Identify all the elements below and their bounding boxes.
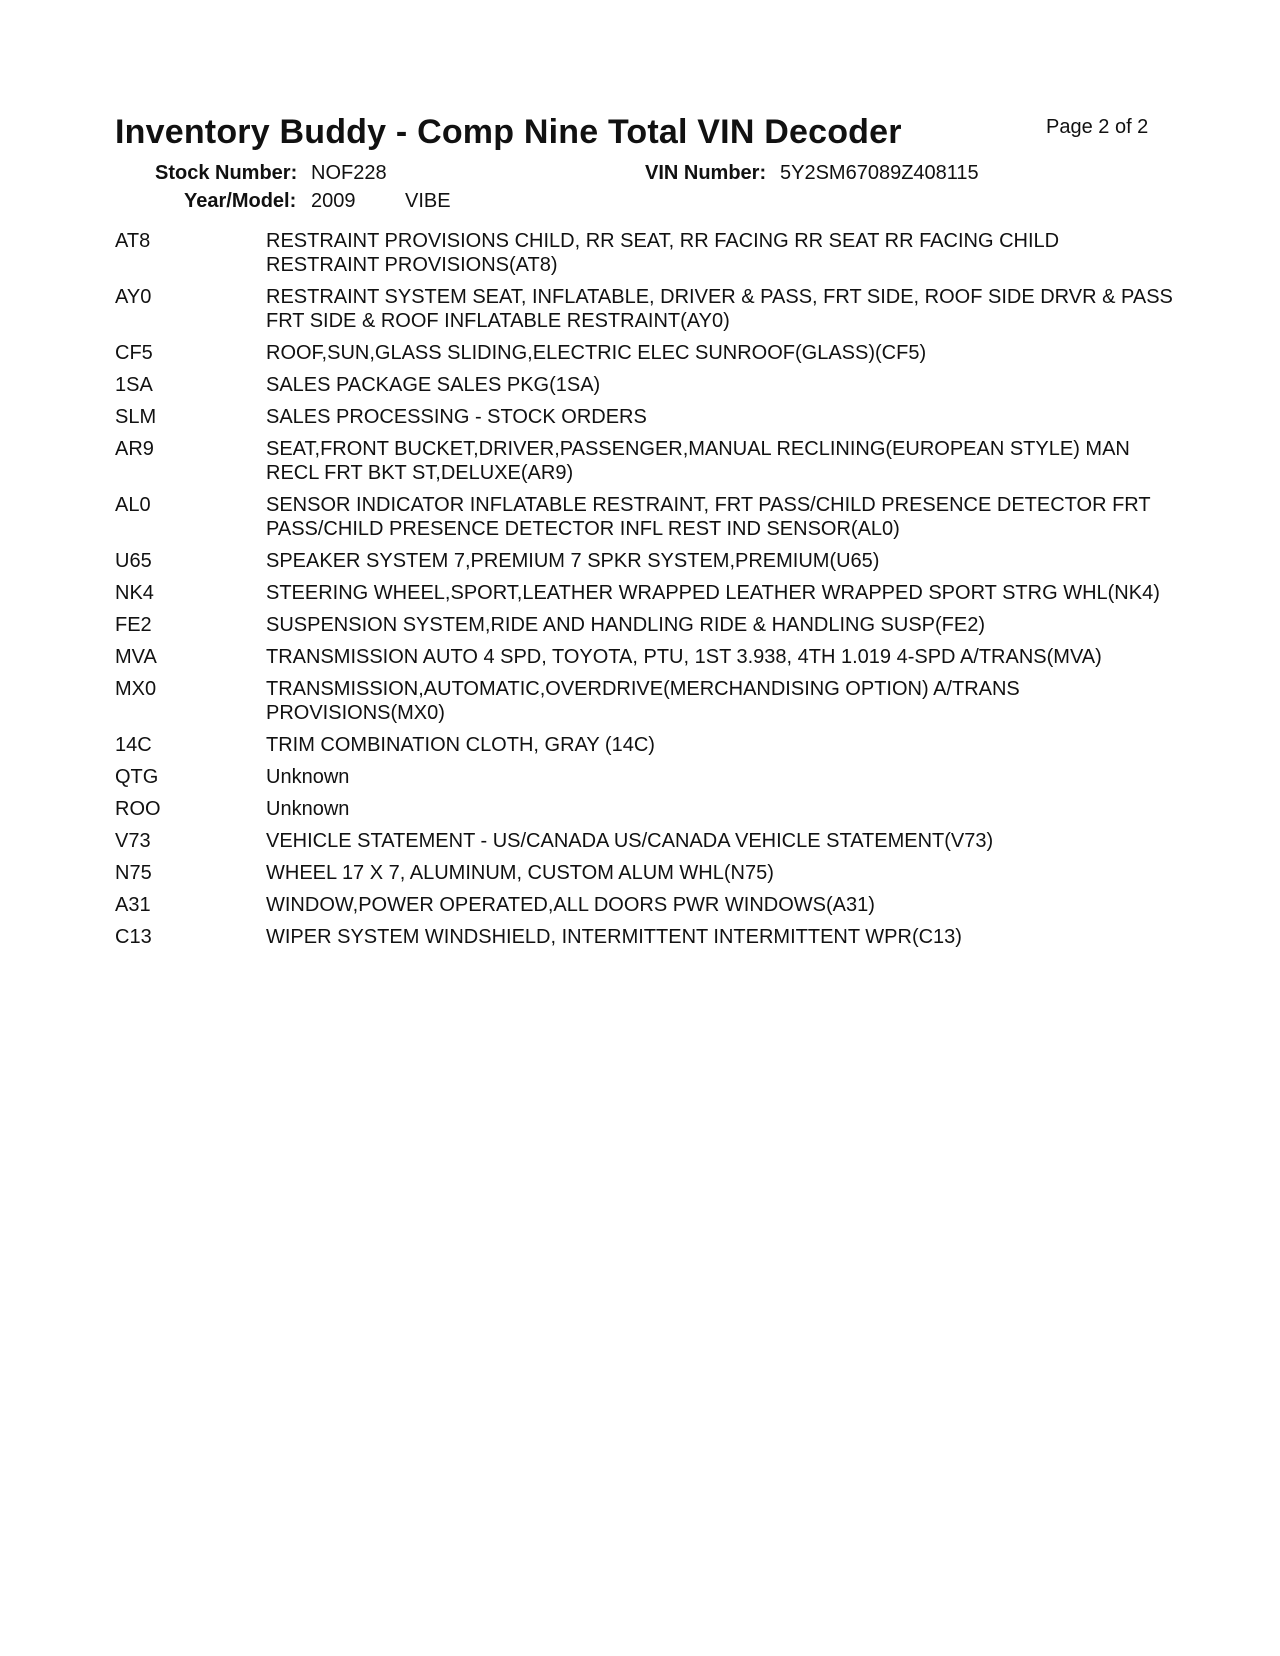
option-row	[115, 549, 1175, 573]
option-row	[115, 493, 1175, 541]
option-code: N75	[115, 862, 152, 884]
option-code: NK4	[115, 582, 154, 604]
option-row	[115, 581, 1175, 605]
option-row	[115, 405, 1175, 429]
option-code: AL0	[115, 494, 151, 516]
year-value: 2009	[311, 190, 356, 212]
option-row	[115, 829, 1175, 853]
model-value: VIBE	[405, 190, 451, 212]
option-code: AY0	[115, 286, 152, 308]
option-description: Unknown	[266, 798, 350, 820]
option-description: Unknown	[266, 766, 350, 788]
vin-number-value: 5Y2SM67089Z408115	[780, 162, 979, 184]
document-title: Inventory Buddy - Comp Nine Total VIN Decoder	[115, 113, 902, 151]
option-code: MX0	[115, 678, 157, 700]
option-description: SALES PACKAGE SALES PKG(1SA)	[266, 374, 601, 396]
option-code: QTG	[115, 766, 159, 788]
option-description: SEAT,FRONT BUCKET,DRIVER,PASSENGER,MANUAL RECLINING(EUROPEAN STYLE) MAN RECL FRT BKT ST,DELUXE(AR9)	[266, 438, 1130, 484]
option-description: TRANSMISSION,AUTOMATIC,OVERDRIVE(MERCHANDISING OPTION) A/TRANS PROVISIONS(MX0)	[266, 678, 1020, 724]
options-list	[115, 229, 1175, 957]
option-description: WHEEL 17 X 7, ALUMINUM, CUSTOM ALUM WHL(N75)	[266, 862, 774, 884]
option-row	[115, 285, 1175, 333]
option-code: A31	[115, 894, 151, 916]
option-row	[115, 861, 1175, 885]
option-code: 1SA	[115, 374, 153, 396]
option-code: U65	[115, 550, 152, 572]
option-description: TRANSMISSION AUTO 4 SPD, TOYOTA, PTU, 1ST 3.938, 4TH 1.019 4-SPD A/TRANS(MVA)	[266, 646, 1102, 668]
option-description: VEHICLE STATEMENT - US/CANADA US/CANADA VEHICLE STATEMENT(V73)	[266, 830, 994, 852]
option-description: TRIM COMBINATION CLOTH, GRAY (14C)	[266, 734, 655, 756]
option-code: MVA	[115, 646, 157, 668]
vin-number-label: VIN Number:	[645, 162, 767, 184]
option-row	[115, 677, 1175, 725]
option-row	[115, 437, 1175, 485]
option-code: FE2	[115, 614, 152, 636]
option-row	[115, 765, 1175, 789]
option-description: RESTRAINT PROVISIONS CHILD, RR SEAT, RR FACING RR SEAT RR FACING CHILD RESTRAINT PROVISIONS(AT8)	[266, 230, 1060, 276]
option-description: SENSOR INDICATOR INFLATABLE RESTRAINT, FRT PASS/CHILD PRESENCE DETECTOR FRT PASS/CHILD PRESENCE DETECTOR INFL REST IND SENSOR(AL0)	[266, 494, 1151, 540]
option-row	[115, 341, 1175, 365]
year-model-label: Year/Model:	[184, 190, 297, 212]
stock-number-label: Stock Number:	[155, 162, 298, 184]
option-code: V73	[115, 830, 151, 852]
option-row	[115, 797, 1175, 821]
option-description: WIPER SYSTEM WINDSHIELD, INTERMITTENT INTERMITTENT WPR(C13)	[266, 926, 962, 948]
stock-number-value: NOF228	[311, 162, 387, 184]
option-code: SLM	[115, 406, 157, 428]
option-description: SALES PROCESSING - STOCK ORDERS	[266, 406, 647, 428]
option-row	[115, 613, 1175, 637]
option-description: ROOF,SUN,GLASS SLIDING,ELECTRIC ELEC SUNROOF(GLASS)(CF5)	[266, 342, 927, 364]
option-code: CF5	[115, 342, 153, 364]
option-row	[115, 893, 1175, 917]
option-description: WINDOW,POWER OPERATED,ALL DOORS PWR WINDOWS(A31)	[266, 894, 875, 916]
option-code: C13	[115, 926, 152, 948]
option-description: RESTRAINT SYSTEM SEAT, INFLATABLE, DRIVER & PASS, FRT SIDE, ROOF SIDE DRVR & PASS FRT SIDE & ROOF INFLATABLE RESTRAINT(AY0)	[266, 286, 1173, 332]
option-description: STEERING WHEEL,SPORT,LEATHER WRAPPED LEATHER WRAPPED SPORT STRG WHL(NK4)	[266, 582, 1160, 604]
option-description: SPEAKER SYSTEM 7,PREMIUM 7 SPKR SYSTEM,PREMIUM(U65)	[266, 550, 880, 572]
option-row	[115, 645, 1175, 669]
option-code: AT8	[115, 230, 151, 252]
option-row	[115, 733, 1175, 757]
option-code: 14C	[115, 734, 152, 756]
option-code: ROO	[115, 798, 161, 820]
option-code: AR9	[115, 438, 154, 460]
option-row	[115, 373, 1175, 397]
option-description: SUSPENSION SYSTEM,RIDE AND HANDLING RIDE & HANDLING SUSP(FE2)	[266, 614, 986, 636]
page-number: Page 2 of 2	[1046, 116, 1149, 138]
option-row	[115, 229, 1175, 277]
option-row	[115, 925, 1175, 949]
